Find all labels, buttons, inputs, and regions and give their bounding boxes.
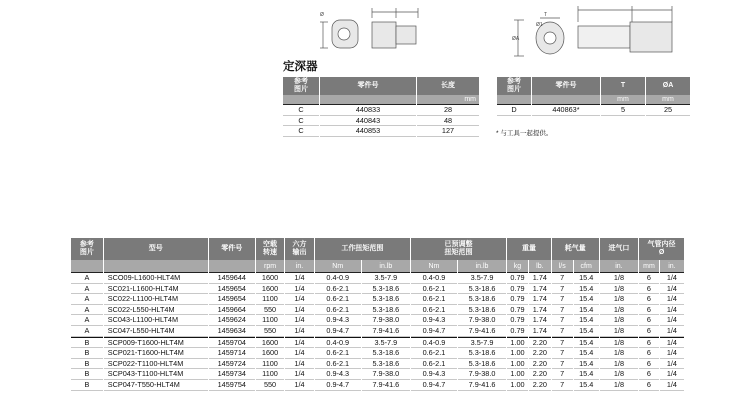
cell-hex: 1/4: [285, 369, 313, 380]
cell-hex: 1/4: [285, 294, 313, 305]
cell-preset-nm: 0.6-2.1: [411, 284, 457, 295]
cell-torque-nm: 0.9-4.7: [315, 380, 361, 391]
cell-preset-inlb: 3.5-7.9: [458, 272, 506, 284]
cell-hose-mm: 6: [639, 305, 659, 316]
table-row: [283, 104, 479, 116]
cell-model: SCP021-T1600-HLT4M: [104, 348, 208, 359]
col-header-part: 零件号: [209, 238, 255, 260]
cell-air-cfm: 15.4: [574, 315, 599, 326]
cell-weight-lb: 2.20: [529, 348, 551, 359]
cell-preset-nm: 0.6-2.1: [411, 348, 457, 359]
cell-torque-nm: 0.4-0.9: [315, 337, 361, 349]
cell-air-ls: 7: [552, 326, 573, 337]
cell-length: 48: [417, 116, 479, 127]
col-header-hex-drive: 六方 输出: [285, 238, 313, 260]
col-header-t: T: [601, 77, 645, 95]
cell-hex: 1/4: [285, 315, 313, 326]
cell-weight-kg: 1.00: [507, 348, 528, 359]
cell-speed: 1600: [256, 337, 284, 349]
cell-preset-nm: 0.9-4.3: [411, 315, 457, 326]
cell-air-ls: 7: [552, 294, 573, 305]
cell-hex: 1/4: [285, 284, 313, 295]
col-header-hose-diameter: 气管内径 Ø: [639, 238, 684, 260]
cell-hose-in: 1/4: [660, 380, 684, 391]
cell-air-ls: 7: [552, 369, 573, 380]
cell-part: 1459704: [209, 337, 255, 349]
cell-ref: D: [497, 104, 531, 116]
cell-hex: 1/4: [285, 348, 313, 359]
cell-hose-mm: 6: [639, 294, 659, 305]
cell-torque-nm: 0.9-4.3: [315, 369, 361, 380]
col-header-air-inlet: 进气口: [600, 238, 638, 260]
cell-inlet: 1/8: [600, 348, 638, 359]
cell-torque-nm: 0.4-0.9: [315, 272, 361, 284]
cell-weight-lb: 1.74: [529, 294, 551, 305]
tool-spec-table: [70, 238, 685, 391]
cell-model: SC043-L1100-HLT4M: [104, 315, 208, 326]
unit-cell: [497, 95, 531, 104]
cell-air-cfm: 15.4: [574, 359, 599, 370]
cell-t: 5: [601, 104, 645, 116]
table-row: [71, 337, 684, 349]
depth-stop-drawing-right: [510, 0, 680, 60]
cell-preset-inlb: 5.3-18.6: [458, 359, 506, 370]
col-header-part: 零件号: [532, 77, 600, 95]
cell-preset-nm: 0.6-2.1: [411, 294, 457, 305]
cell-air-ls: 7: [552, 284, 573, 295]
cell-preset-nm: 0.6-2.1: [411, 359, 457, 370]
cell-preset-inlb: 7.9-38.0: [458, 315, 506, 326]
cell-inlet: 1/8: [600, 326, 638, 337]
col-header-weight: 重量: [507, 238, 551, 260]
cell-ref: A: [71, 272, 103, 284]
cell-air-cfm: 15.4: [574, 294, 599, 305]
cell-weight-kg: 1.00: [507, 337, 528, 349]
cell-weight-kg: 0.79: [507, 326, 528, 337]
unit-cell: in.: [600, 260, 638, 272]
cell-preset-inlb: 5.3-18.6: [458, 294, 506, 305]
cell-preset-nm: 0.6-2.1: [411, 305, 457, 316]
cell-preset-inlb: 5.3-18.6: [458, 284, 506, 295]
cell-weight-lb: 2.20: [529, 369, 551, 380]
cell-torque-nm: 0.6-2.1: [315, 305, 361, 316]
cell-hose-mm: 6: [639, 369, 659, 380]
cell-ref: A: [71, 315, 103, 326]
cell-air-cfm: 15.4: [574, 337, 599, 349]
cell-air-cfm: 15.4: [574, 348, 599, 359]
cell-part: 440833: [320, 104, 416, 116]
table-row: [71, 284, 684, 295]
cell-preset-nm: 0.4-0.9: [411, 272, 457, 284]
cell-speed: 1100: [256, 315, 284, 326]
cell-inlet: 1/8: [600, 272, 638, 284]
cell-model: SCP009-T1600-HLT4M: [104, 337, 208, 349]
unit-cell: [532, 95, 600, 104]
cell-model: SCP043-T1100-HLT4M: [104, 369, 208, 380]
cell-speed: 1100: [256, 359, 284, 370]
cell-torque-nm: 0.6-2.1: [315, 294, 361, 305]
unit-cell: in.: [285, 260, 313, 272]
cell-model: SC021-L1600-HLT4M: [104, 284, 208, 295]
cell-part: 1459754: [209, 380, 255, 391]
cell-weight-kg: 1.00: [507, 369, 528, 380]
col-header-ref: 参考 图片: [283, 77, 319, 95]
cell-air-cfm: 15.4: [574, 305, 599, 316]
cell-weight-lb: 2.20: [529, 380, 551, 391]
cell-hose-in: 1/4: [660, 337, 684, 349]
cell-ref: C: [283, 126, 319, 137]
cell-model: SCO09-L1600-HLT4M: [104, 272, 208, 284]
cell-weight-kg: 0.79: [507, 272, 528, 284]
cell-torque-inlb: 3.5-7.9: [362, 272, 410, 284]
cell-inlet: 1/8: [600, 337, 638, 349]
cell-part: 1459624: [209, 315, 255, 326]
cell-ref: B: [71, 380, 103, 391]
cell-inlet: 1/8: [600, 359, 638, 370]
cell-speed: 550: [256, 326, 284, 337]
cell-speed: 1100: [256, 369, 284, 380]
footnote: * 与工具一起提供。: [496, 130, 553, 137]
cell-weight-lb: 1.74: [529, 315, 551, 326]
cell-part: 1459654: [209, 284, 255, 295]
cell-hex: 1/4: [285, 326, 313, 337]
col-header-air-consumption: 耗气量: [552, 238, 599, 260]
cell-hose-in: 1/4: [660, 294, 684, 305]
table-row: [71, 315, 684, 326]
col-header-torque-range: 工作扭矩范围: [315, 238, 410, 260]
unit-cell: mm: [601, 95, 645, 104]
cell-weight-kg: 0.79: [507, 315, 528, 326]
cell-inlet: 1/8: [600, 315, 638, 326]
cell-ref: A: [71, 326, 103, 337]
cell-inlet: 1/8: [600, 305, 638, 316]
unit-cell: mm: [646, 95, 690, 104]
cell-torque-inlb: 3.5-7.9: [362, 337, 410, 349]
col-header-model: 型号: [104, 238, 208, 260]
cell-weight-kg: 1.00: [507, 380, 528, 391]
cell-model: SCP047-T550-HLT4M: [104, 380, 208, 391]
cell-air-ls: 7: [552, 305, 573, 316]
cell-weight-lb: 1.74: [529, 326, 551, 337]
cell-hose-mm: 6: [639, 284, 659, 295]
cell-hex: 1/4: [285, 337, 313, 349]
cell-speed: 550: [256, 380, 284, 391]
cell-model: SC022-L550-HLT4M: [104, 305, 208, 316]
cell-preset-inlb: 3.5-7.9: [458, 337, 506, 349]
cell-ref: C: [283, 116, 319, 127]
cell-part: 440843: [320, 116, 416, 127]
cell-inlet: 1/8: [600, 284, 638, 295]
cell-hose-mm: 6: [639, 315, 659, 326]
cell-weight-lb: 1.74: [529, 272, 551, 284]
depth-stop-table-left: [282, 77, 480, 137]
table-row: [497, 104, 690, 116]
cell-speed: 1600: [256, 284, 284, 295]
unit-cell: Nm: [315, 260, 361, 272]
cell-hose-mm: 6: [639, 337, 659, 349]
cell-ref: B: [71, 337, 103, 349]
cell-air-cfm: 15.4: [574, 284, 599, 295]
table-row: [71, 380, 684, 391]
cell-preset-inlb: 7.9-38.0: [458, 369, 506, 380]
cell-inlet: 1/8: [600, 369, 638, 380]
cell-air-cfm: 15.4: [574, 272, 599, 284]
cell-torque-nm: 0.6-2.1: [315, 348, 361, 359]
table-row: [71, 326, 684, 337]
table-row: [283, 126, 479, 137]
cell-ref: A: [71, 305, 103, 316]
section-title: 定深器: [283, 61, 318, 73]
cell-hose-mm: 6: [639, 359, 659, 370]
cell-hose-in: 1/4: [660, 272, 684, 284]
unit-cell: [320, 95, 416, 104]
drawing-right-label-oa: ØA: [512, 36, 520, 42]
cell-ref: B: [71, 348, 103, 359]
cell-weight-lb: 1.74: [529, 284, 551, 295]
cell-torque-inlb: 7.9-38.0: [362, 369, 410, 380]
cell-preset-inlb: 5.3-18.6: [458, 305, 506, 316]
cell-hose-in: 1/4: [660, 315, 684, 326]
cell-hose-in: 1/4: [660, 284, 684, 295]
cell-speed: 1100: [256, 294, 284, 305]
cell-part: 1459714: [209, 348, 255, 359]
cell-ref: A: [71, 294, 103, 305]
cell-model: SC047-L550-HLT4M: [104, 326, 208, 337]
cell-hex: 1/4: [285, 272, 313, 284]
cell-part: 1459734: [209, 369, 255, 380]
cell-torque-inlb: 5.3-18.6: [362, 348, 410, 359]
cell-ref: B: [71, 359, 103, 370]
cell-torque-inlb: 5.3-18.6: [362, 294, 410, 305]
cell-air-ls: 7: [552, 337, 573, 349]
cell-weight-kg: 0.79: [507, 294, 528, 305]
cell-torque-nm: 0.9-4.7: [315, 326, 361, 337]
cell-speed: 1600: [256, 348, 284, 359]
cell-hose-in: 1/4: [660, 305, 684, 316]
cell-hex: 1/4: [285, 305, 313, 316]
cell-air-cfm: 15.4: [574, 326, 599, 337]
cell-hose-mm: 6: [639, 326, 659, 337]
unit-cell: Nm: [411, 260, 457, 272]
unit-cell: in.lb: [458, 260, 506, 272]
cell-part: 1459634: [209, 326, 255, 337]
cell-air-ls: 7: [552, 315, 573, 326]
unit-cell: [283, 95, 319, 104]
cell-torque-nm: 0.9-4.3: [315, 315, 361, 326]
cell-weight-lb: 2.20: [529, 359, 551, 370]
unit-cell: in.: [660, 260, 684, 272]
cell-hex: 1/4: [285, 380, 313, 391]
unit-cell: l/s: [552, 260, 573, 272]
cell-preset-nm: 0.9-4.7: [411, 326, 457, 337]
cell-weight-kg: 1.00: [507, 359, 528, 370]
cell-weight-kg: 0.79: [507, 305, 528, 316]
cell-hose-mm: 6: [639, 380, 659, 391]
table-row: [71, 272, 684, 284]
depth-stop-drawing-left: [318, 0, 448, 56]
col-header-ref: 参考 图片: [71, 238, 103, 260]
cell-torque-nm: 0.6-2.1: [315, 359, 361, 370]
cell-part: 1459724: [209, 359, 255, 370]
cell-preset-inlb: 7.9-41.6: [458, 380, 506, 391]
unit-cell: rpm: [256, 260, 284, 272]
cell-model: SCP022-T1100-HLT4M: [104, 359, 208, 370]
cell-model: SC022-L1100-HLT4M: [104, 294, 208, 305]
cell-weight-kg: 0.79: [507, 284, 528, 295]
cell-length: 127: [417, 126, 479, 137]
cell-preset-inlb: 5.3-18.6: [458, 348, 506, 359]
table-row: [71, 305, 684, 316]
cell-hose-mm: 6: [639, 272, 659, 284]
cell-preset-inlb: 7.9-41.6: [458, 326, 506, 337]
cell-torque-nm: 0.6-2.1: [315, 284, 361, 295]
cell-torque-inlb: 5.3-18.6: [362, 359, 410, 370]
cell-ref: B: [71, 369, 103, 380]
cell-hose-mm: 6: [639, 348, 659, 359]
cell-torque-inlb: 5.3-18.6: [362, 284, 410, 295]
cell-torque-inlb: 7.9-41.6: [362, 326, 410, 337]
cell-oa: 25: [646, 104, 690, 116]
table-row: [71, 348, 684, 359]
cell-hose-in: 1/4: [660, 348, 684, 359]
table-row: [71, 359, 684, 370]
cell-air-ls: 7: [552, 359, 573, 370]
col-header-length: 长度: [417, 77, 479, 95]
cell-air-cfm: 15.4: [574, 380, 599, 391]
cell-inlet: 1/8: [600, 380, 638, 391]
cell-weight-lb: 1.74: [529, 305, 551, 316]
cell-part: 440853: [320, 126, 416, 137]
cell-speed: 1600: [256, 272, 284, 284]
depth-stop-table-right: [496, 77, 691, 116]
cell-part: 440863*: [532, 104, 600, 116]
drawing-right-label-t: T: [544, 12, 548, 18]
drawing-left-label: Ø: [320, 12, 324, 18]
cell-torque-inlb: 5.3-18.6: [362, 305, 410, 316]
cell-preset-nm: 0.4-0.9: [411, 337, 457, 349]
cell-hose-in: 1/4: [660, 326, 684, 337]
col-header-part: 零件号: [320, 77, 416, 95]
unit-cell: [104, 260, 208, 272]
unit-cell: in.lb: [362, 260, 410, 272]
cell-air-cfm: 15.4: [574, 369, 599, 380]
cell-torque-inlb: 7.9-41.6: [362, 380, 410, 391]
unit-cell: [71, 260, 103, 272]
unit-cell: [209, 260, 255, 272]
cell-part: 1459654: [209, 294, 255, 305]
cell-preset-nm: 0.9-4.7: [411, 380, 457, 391]
cell-weight-lb: 2.20: [529, 337, 551, 349]
cell-speed: 550: [256, 305, 284, 316]
cell-ref: C: [283, 104, 319, 116]
col-header-free-speed: 空载 转速: [256, 238, 284, 260]
cell-air-ls: 7: [552, 348, 573, 359]
cell-part: 1459644: [209, 272, 255, 284]
unit-cell: cfm: [574, 260, 599, 272]
cell-ref: A: [71, 284, 103, 295]
cell-inlet: 1/8: [600, 294, 638, 305]
col-header-preset-torque: 已预调整 扭矩范围: [411, 238, 506, 260]
unit-cell: kg: [507, 260, 528, 272]
cell-preset-nm: 0.9-4.3: [411, 369, 457, 380]
cell-hose-in: 1/4: [660, 369, 684, 380]
drawing-right-label-o1: Ø1: [536, 22, 543, 28]
col-header-ref: 参考 图片: [497, 77, 531, 95]
table-row: [283, 116, 479, 127]
table-row: [71, 294, 684, 305]
unit-cell: mm: [639, 260, 659, 272]
cell-torque-inlb: 7.9-38.0: [362, 315, 410, 326]
cell-hose-in: 1/4: [660, 359, 684, 370]
table-row: [71, 369, 684, 380]
col-header-oa: ØA: [646, 77, 690, 95]
cell-air-ls: 7: [552, 272, 573, 284]
unit-cell: lb.: [529, 260, 551, 272]
unit-cell: mm: [417, 95, 479, 104]
cell-air-ls: 7: [552, 380, 573, 391]
cell-length: 28: [417, 104, 479, 116]
cell-part: 1459664: [209, 305, 255, 316]
cell-hex: 1/4: [285, 359, 313, 370]
